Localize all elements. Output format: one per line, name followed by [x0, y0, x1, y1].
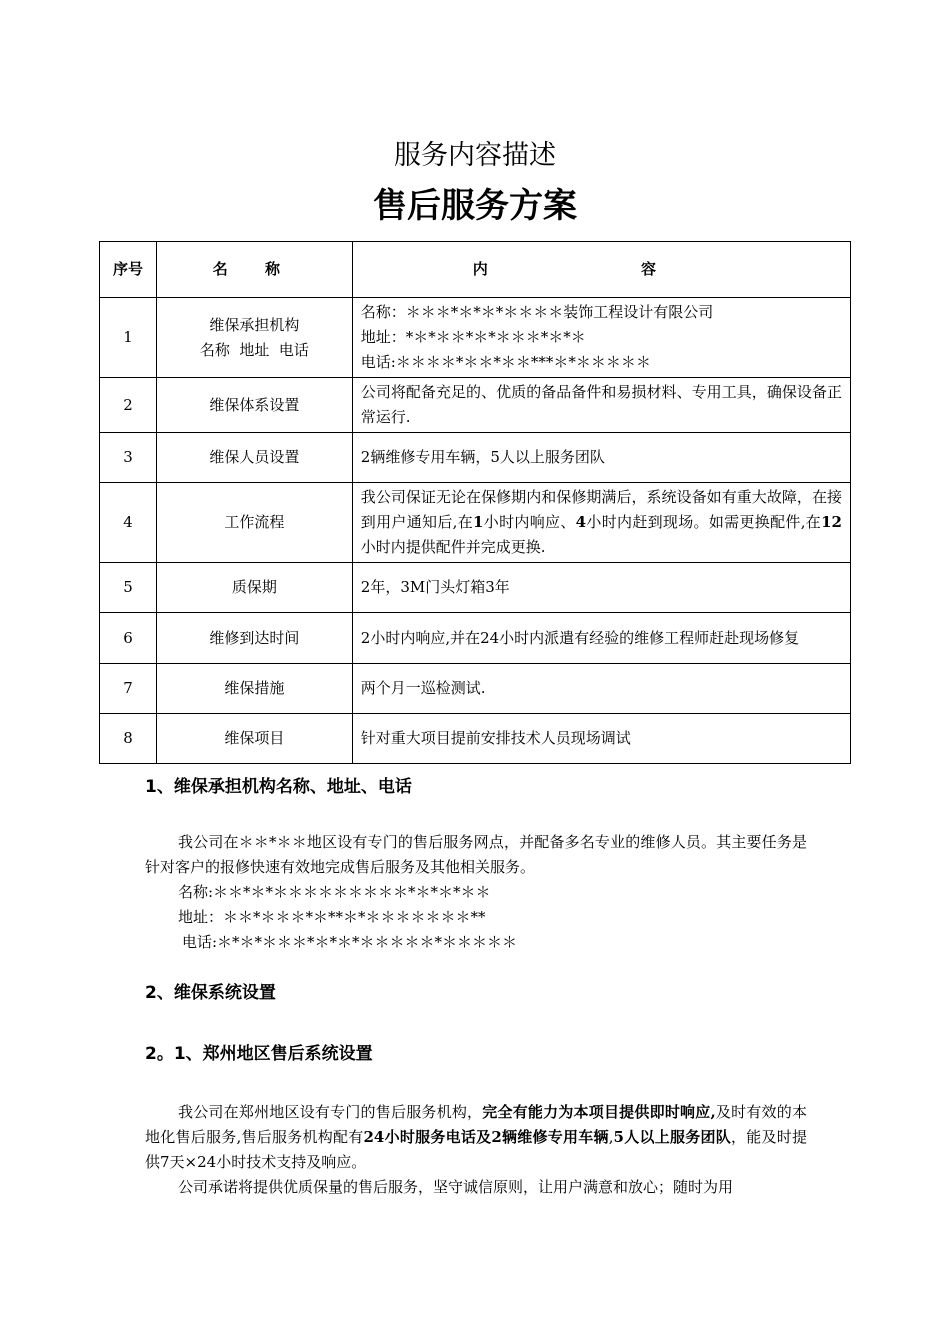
- table-row: [100, 563, 851, 613]
- row-content: [352, 298, 850, 378]
- table-row: [100, 613, 851, 664]
- header-name: [156, 242, 352, 298]
- header-name-label: 名 称: [212, 260, 296, 278]
- row-num: 3: [100, 433, 157, 483]
- company-address-line: 地址：＊＊*＊＊＊*＊**＊*＊＊＊＊＊＊＊**: [178, 908, 486, 926]
- row-name: 质保期: [156, 563, 352, 613]
- row-name: 维修到达时间: [156, 613, 352, 664]
- table-row: [100, 298, 851, 378]
- section2-heading: 2、维保系统设置: [145, 983, 276, 1003]
- row-name: 维保项目: [156, 714, 352, 764]
- row-num: 4: [100, 483, 157, 563]
- row-content: 2辆维修专用车辆，5人以上服务团队: [352, 433, 850, 483]
- row-name: 维保人员设置: [156, 433, 352, 483]
- header-content: [352, 242, 850, 298]
- content-bold: 4: [575, 513, 587, 531]
- row-content: 2小时内响应,并在24小时内派遣有经验的维修工程师赶赴现场修复: [352, 613, 850, 664]
- para-text: 我公司在郑州地区设有专门的售后服务机构，: [178, 1103, 483, 1121]
- row-name: 维保体系设置: [156, 378, 352, 433]
- table-row: [100, 714, 851, 764]
- row-num: 8: [100, 714, 157, 764]
- row-content: [352, 483, 850, 563]
- section1-paragraph: 我公司在＊＊*＊＊地区设有专门的售后服务网点，并配备多名专业的维修人员。其主要任务是针对客户的报修快速有效地完成售后服务及其他相关服务。: [145, 833, 807, 876]
- content-text: 小时内响应、: [483, 513, 576, 531]
- row-name: [156, 298, 352, 378]
- row-name-line: 维保承担机构: [209, 315, 300, 334]
- row-num: 1: [100, 298, 157, 378]
- header-num: 序号: [100, 242, 157, 298]
- row-num: 7: [100, 664, 157, 714]
- row-content: 针对重大项目提前安排技术人员现场调试: [352, 714, 850, 764]
- content-text: 小时内提供配件并完成更换.: [360, 538, 546, 556]
- para-text: 及时有效的本地化售后服务,售后服务机构配有: [145, 1103, 807, 1146]
- content-line: 电话:＊＊＊＊*＊＊*＊＊***＊*＊＊＊＊＊: [360, 353, 651, 371]
- company-phone-line: 电话:＊*＊*＊＊＊*＊*＊*＊＊＊＊＊*＊＊＊＊＊: [182, 933, 518, 951]
- para-text: ,: [608, 1128, 614, 1146]
- table-row: [100, 483, 851, 563]
- row-name-line: 名称 地址 电话: [199, 340, 309, 359]
- para-text: ，能及时提供7天×24小时技术支持及响应。: [145, 1128, 807, 1171]
- content-bold: 1: [473, 513, 484, 531]
- row-name: 工作流程: [156, 483, 352, 563]
- row-num: 2: [100, 378, 157, 433]
- para-bold: 24小时服务电话及2辆维修专用车辆: [363, 1128, 609, 1146]
- content-text: 小时内赶到现场。如需更换配件,在: [586, 513, 822, 531]
- company-name-line: 名称:＊＊*＊*＊＊＊＊＊＊＊＊＊*＊*＊*＊＊: [178, 883, 491, 901]
- content-line: 地址：*＊*＊＊*＊*＊＊＊*＊*＊: [360, 328, 586, 346]
- header-content-label: 内 容: [472, 260, 730, 278]
- content-bold: 12: [821, 513, 842, 531]
- content-line: 名称：＊＊＊*＊*＊*＊＊＊＊装饰工程设计有限公司: [360, 303, 714, 321]
- row-content: 2年，3M门头灯箱3年: [352, 563, 850, 613]
- row-content: 公司将配备充足的、优质的备品备件和易损材料、专用工具，确保设备正常运行.: [352, 378, 850, 433]
- section2-paragraph-2: 公司承诺将提供优质保量的售后服务，坚守诚信原则，让用户满意和放心；随时为用: [178, 1178, 734, 1196]
- section2-1-heading: 2。1、郑州地区售后系统设置: [145, 1044, 373, 1064]
- section1-heading: 1、维保承担机构名称、地址、电话: [145, 777, 412, 797]
- section2-paragraph-1: [145, 1100, 807, 1175]
- row-num: 5: [100, 563, 157, 613]
- para-bold: 完全有能力为本项目提供即时响应,: [482, 1103, 716, 1121]
- content-text: 我公司保证无论在保修期内和保修期满后，系统设备如有重大故障，在接到用户通知后,在: [360, 488, 842, 531]
- document-title: 服务内容描述: [394, 140, 556, 171]
- table-header-row: [100, 242, 851, 298]
- table-row: [100, 433, 851, 483]
- row-content: 两个月一巡检测试.: [352, 664, 850, 714]
- row-name: 维保措施: [156, 664, 352, 714]
- document-subtitle: 售后服务方案: [373, 186, 577, 226]
- service-table: [99, 241, 851, 764]
- row-num: 6: [100, 613, 157, 664]
- table-row: [100, 378, 851, 433]
- para-bold: 5人以上服务团队: [613, 1128, 731, 1146]
- table-row: [100, 664, 851, 714]
